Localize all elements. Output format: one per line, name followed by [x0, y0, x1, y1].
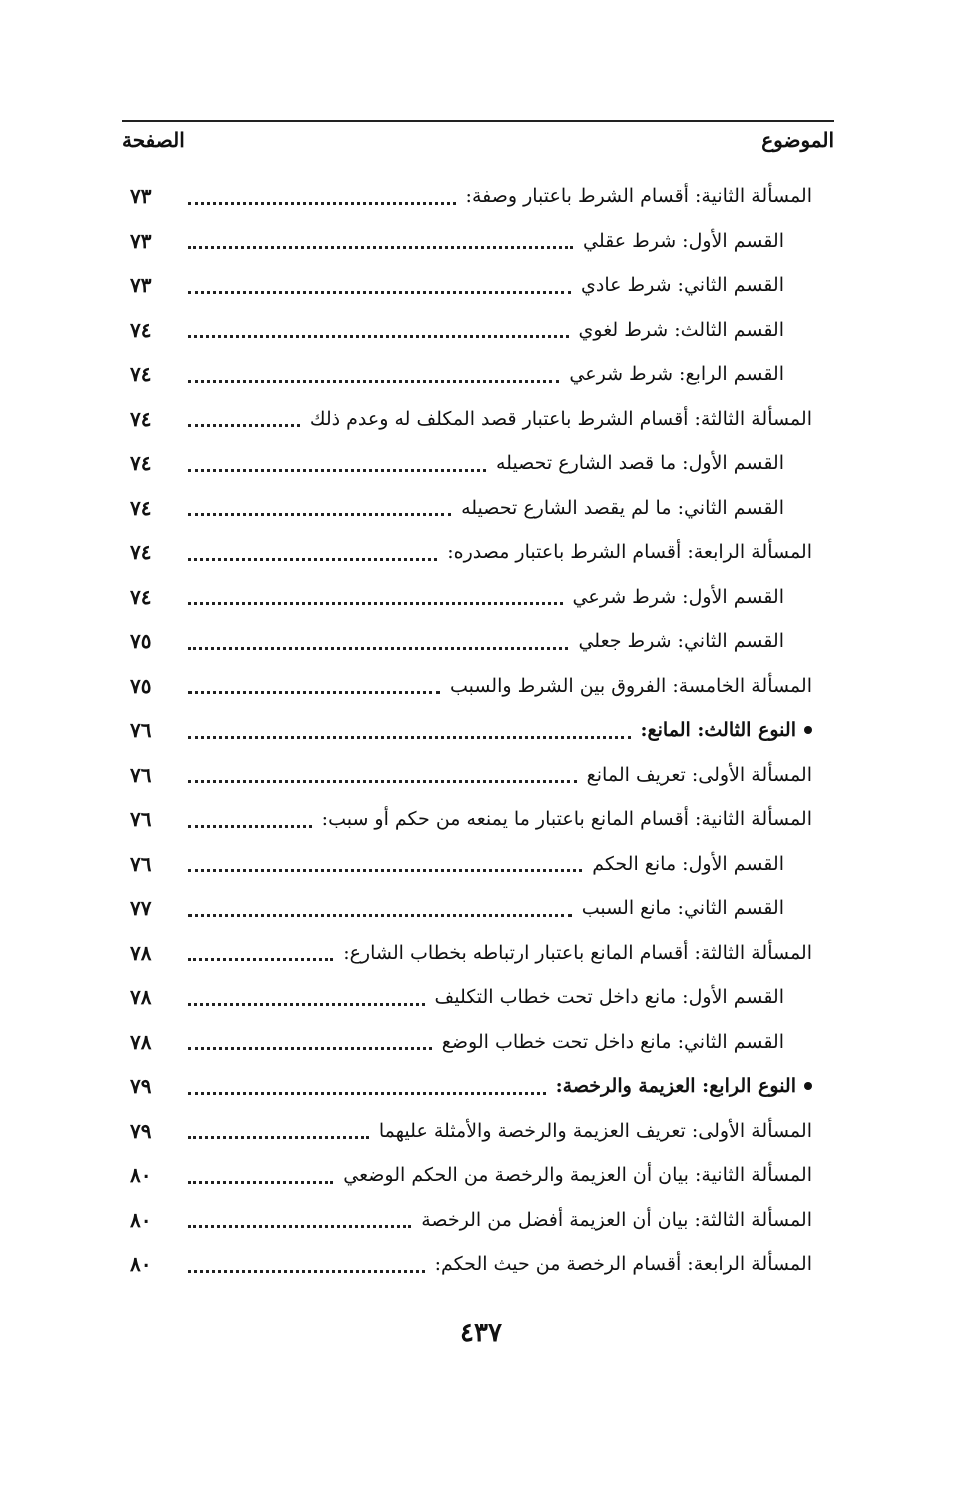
toc-entry-text: القسم الأول: ما قصد الشارع تحصيله — [495, 452, 784, 475]
toc-entry — [122, 441, 812, 486]
toc-entry-page: ٧٨ — [130, 940, 152, 965]
dot-leader — [188, 600, 563, 605]
toc-entry-page: ٧٤ — [130, 317, 152, 342]
toc-entry-page: ٨٠ — [130, 1163, 152, 1188]
toc-entry-text: المسألة الثالثة: بيان أن العزيمة أفضل من الرخصة — [421, 1208, 812, 1231]
toc-entry — [122, 753, 812, 798]
toc-entry-title — [641, 719, 813, 741]
toc-entry — [122, 1242, 812, 1287]
toc-entry-text: المسألة الرابعة: أقسام الرخصة من حيث الحكم: — [434, 1253, 812, 1276]
toc-entry-text: القسم الأول: مانع الحكم — [592, 852, 784, 875]
dot-leader — [188, 422, 300, 427]
dot-leader — [188, 1268, 425, 1273]
toc-entry-page: ٧٤ — [130, 451, 152, 476]
toc-entry — [122, 530, 812, 575]
dot-leader — [188, 1223, 411, 1228]
toc-entry-text: النوع الثالث: المانع: — [640, 719, 796, 742]
dot-leader — [188, 912, 572, 917]
toc-entry — [122, 308, 812, 353]
topic-column-heading: الموضوع — [761, 128, 834, 152]
toc-entry-title — [587, 764, 812, 786]
toc-entry — [122, 352, 812, 397]
toc-entry-page: ٧٥ — [130, 629, 152, 654]
toc-entry-page: ٧٦ — [130, 851, 152, 876]
toc-section-heading — [122, 708, 812, 753]
toc-entry-text: القسم الثاني: شرط عادي — [581, 274, 784, 297]
toc-entry-title — [496, 452, 812, 474]
dot-leader — [188, 200, 456, 205]
toc-entry-page: ٧٨ — [130, 985, 152, 1010]
dot-leader — [188, 333, 569, 338]
toc-entry-page: ٧٤ — [130, 495, 152, 520]
toc-entry — [122, 886, 812, 931]
dot-leader — [188, 511, 451, 516]
toc-entry-title — [421, 1209, 812, 1231]
toc-entry-page: ٧٩ — [130, 1118, 152, 1143]
page-column-heading: الصفحة — [122, 128, 185, 152]
dot-leader — [188, 467, 486, 472]
toc-entry-text: المسألة الأولى: تعريف المانع — [586, 763, 812, 786]
dot-leader — [188, 956, 333, 961]
toc-entry — [122, 486, 812, 531]
toc-entry — [122, 219, 812, 264]
toc-entry-title — [581, 274, 812, 296]
toc-entry — [122, 174, 812, 219]
toc-entry-page: ٧٩ — [130, 1074, 152, 1099]
toc-entry-page: ٨٠ — [130, 1252, 152, 1277]
dot-leader — [188, 778, 577, 783]
toc-entry-text: المسألة الثالثة: أقسام الشرط باعتبار قصد المكلف له وعدم ذلك — [309, 407, 812, 430]
dot-leader — [188, 289, 571, 294]
toc-entry — [122, 664, 812, 709]
toc-entry — [122, 1020, 812, 1065]
bullet-icon — [804, 726, 812, 734]
dot-leader — [188, 1045, 432, 1050]
toc-entry-page: ٧٦ — [130, 762, 152, 787]
toc-entry-text: المسألة الأولى: تعريف العزيمة والرخصة والأمثلة عليهما — [378, 1119, 812, 1142]
toc-entry-text: القسم الرابع: شرط شرعي — [569, 363, 784, 386]
toc-entry — [122, 263, 812, 308]
toc-entry-text: القسم الأول: شرط شرعي — [572, 585, 784, 608]
dot-leader — [188, 244, 573, 249]
toc-entry-text: القسم الأول: مانع داخل تحت خطاب التكليف — [434, 986, 784, 1009]
toc-entry — [122, 1153, 812, 1198]
toc-entry-text: النوع الرابع: العزيمة والرخصة: — [555, 1075, 796, 1098]
header-rule — [122, 120, 834, 122]
toc-entry-page: ٧٤ — [130, 406, 152, 431]
toc-entry-text: القسم الثاني: شرط جعلي — [578, 630, 784, 653]
toc-entry-page: ٧٣ — [130, 228, 152, 253]
toc-entry — [122, 975, 812, 1020]
toc-entry-title — [447, 541, 812, 563]
toc-entry-page: ٧٤ — [130, 362, 152, 387]
toc-entry-page: ٧٦ — [130, 718, 152, 743]
toc-entry-text: القسم الثالث: شرط لغوي — [578, 318, 784, 341]
toc-entry-title — [322, 808, 812, 830]
toc-entry — [122, 842, 812, 887]
dot-leader — [188, 1090, 546, 1095]
toc-entry-text: المسألة الثانية: أقسام المانع باعتبار ما يمنعه من حكم أو سبب: — [321, 808, 812, 831]
toc-entry-title — [569, 363, 812, 385]
toc-entry-text: القسم الثاني: مانع داخل تحت خطاب الوضع — [441, 1030, 784, 1053]
toc-entry-page: ٧٦ — [130, 807, 152, 832]
toc-entry — [122, 1109, 812, 1154]
toc-entry — [122, 931, 812, 976]
toc-entry-title — [310, 408, 812, 430]
toc-entry — [122, 575, 812, 620]
toc-entry-title — [435, 1253, 812, 1275]
dot-leader — [188, 823, 312, 828]
dot-leader — [188, 689, 440, 694]
toc-entry-page: ٨٠ — [130, 1207, 152, 1232]
dot-leader — [188, 1134, 369, 1139]
toc-entry-title — [379, 1120, 812, 1142]
toc-entry — [122, 397, 812, 442]
toc-entry-page: ٧٤ — [130, 540, 152, 565]
page-number: ٤٣٧ — [460, 1318, 502, 1348]
dot-leader — [188, 378, 559, 383]
toc-entry-title — [450, 675, 812, 697]
toc-entry-page: ٧٨ — [130, 1029, 152, 1054]
toc-entry-title — [442, 1031, 812, 1053]
toc-entry-text: المسألة الخامسة: الفروق بين الشرط والسبب — [449, 674, 812, 697]
toc-entry-page: ٧٣ — [130, 184, 152, 209]
toc-entry-page: ٧٥ — [130, 673, 152, 698]
toc-section-heading — [122, 1064, 812, 1109]
toc-entry-title — [578, 630, 812, 652]
toc-entry-title — [461, 497, 812, 519]
toc-entry-title — [343, 942, 812, 964]
toc-entry-text: القسم الثاني: ما لم يقصد الشارع تحصيله — [461, 496, 784, 519]
toc-entry-text: القسم الأول: شرط عقلي — [583, 229, 784, 252]
toc-entry-title — [435, 986, 812, 1008]
toc-entry-title — [579, 319, 812, 341]
toc-entry-text: المسألة الثانية: بيان أن العزيمة والرخصة من الحكم الوضعي — [343, 1164, 812, 1187]
toc-entry-page: ٧٤ — [130, 584, 152, 609]
toc-entry — [122, 1198, 812, 1243]
dot-leader — [188, 556, 437, 561]
dot-leader — [188, 867, 582, 872]
bullet-icon — [804, 1082, 812, 1090]
toc-entry-text: المسألة الثالثة: أقسام المانع باعتبار ارتباطه بخطاب الشارع: — [343, 941, 812, 964]
toc-entry — [122, 619, 812, 664]
toc-entry-title — [582, 897, 812, 919]
toc-entry-page: ٧٣ — [130, 273, 152, 298]
toc-entry-title — [573, 586, 812, 608]
toc-entry-page: ٧٧ — [130, 896, 152, 921]
dot-leader — [188, 1001, 425, 1006]
toc-entry-title — [343, 1164, 812, 1186]
toc-entry-title — [556, 1075, 812, 1097]
dot-leader — [188, 645, 568, 650]
toc-entry — [122, 797, 812, 842]
toc-entry-title — [466, 185, 812, 207]
toc-entry-text: القسم الثاني: مانع السبب — [581, 897, 784, 920]
toc-entry-title — [583, 230, 812, 252]
toc-entry-text: المسألة الثانية: أقسام الشرط باعتبار وصفة: — [465, 185, 812, 208]
table-of-contents — [122, 174, 812, 1287]
toc-entry-text: المسألة الرابعة: أقسام الشرط باعتبار مصدره: — [447, 541, 812, 564]
dot-leader — [188, 734, 631, 739]
toc-header — [122, 128, 834, 162]
toc-entry-title — [592, 853, 812, 875]
dot-leader — [188, 1179, 333, 1184]
